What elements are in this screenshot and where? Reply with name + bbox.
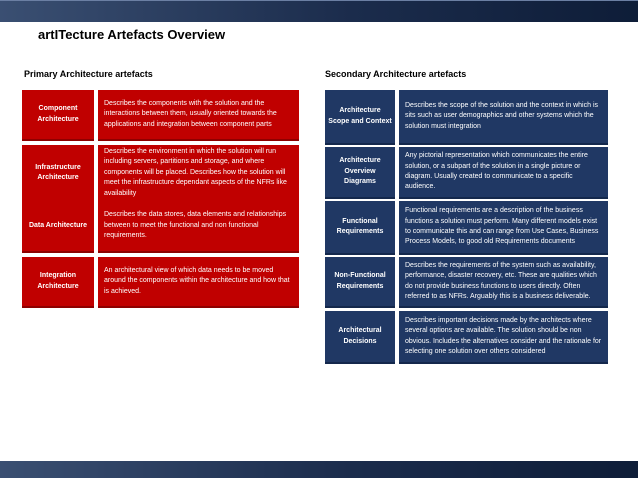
primary-heading: Primary Architecture artefacts (24, 69, 153, 79)
secondary-item-label: Architecture Overview Diagrams (325, 147, 395, 199)
secondary-item-description: Describes important decisions made by the architects where several options are available. The solution should be non obvious. Includes the alternatives consider and the rationale for selecting one solution over others considered (399, 311, 608, 364)
secondary-heading: Secondary Architecture artefacts (325, 69, 467, 79)
primary-item-description: Describes the environment in which the solution will run including servers, partitions and storage, and where components will be placed. Describes how the solution will meet the infrastructure dependant aspects of the NFRs like availability (98, 145, 299, 203)
secondary-item-description: Functional requirements are a description of the business functions a solution must perform. Many different models exist to communicate this and can range from Use Cases, Business Process Models, to good old Requirements documents (399, 201, 608, 255)
page-title: artITecture Artefacts Overview (38, 27, 226, 42)
header-bar (0, 0, 638, 22)
secondary-item-label: Architecture Scope and Context (325, 90, 395, 145)
secondary-item-label: Functional Requirements (325, 201, 395, 255)
primary-item-description: An architectural view of which data needs to be moved around the components within the architecture and how that is achieved. (98, 257, 299, 308)
secondary-item-description: Any pictorial representation which communicates the entire solution, or a subpart of the solution in a single picture or diagram. Usually created to communicate to a specific audience. (399, 147, 608, 199)
primary-item-label: Infrastructure Architecture (22, 145, 94, 203)
secondary-item-label: Architectural Decisions (325, 311, 395, 364)
footer-bar (0, 461, 638, 478)
primary-item-description: Describes the data stores, data elements and relationships between to meet the functional and non functional requirements. (98, 201, 299, 253)
primary-item-label: Integration Architecture (22, 257, 94, 308)
secondary-item-label: Non-Functional Requirements (325, 257, 395, 308)
primary-item-label: Component Architecture (22, 90, 94, 141)
secondary-item-description: Describes the scope of the solution and the context in which is sits such as user demographics and other systems which the solution must integration (399, 90, 608, 145)
primary-item-description: Describes the components with the solution and the interactions between them, usually oriented towards the applications and integration between component parts (98, 90, 299, 141)
primary-item-label: Data Architecture (22, 201, 94, 253)
secondary-item-description: Describes the requirements of the system such as availability, performance, disaster recovery, etc. These are qualities which do not provide business functions to users directly. Often referred to as NFRs. Arguably this is a business deliverable. (399, 257, 608, 308)
